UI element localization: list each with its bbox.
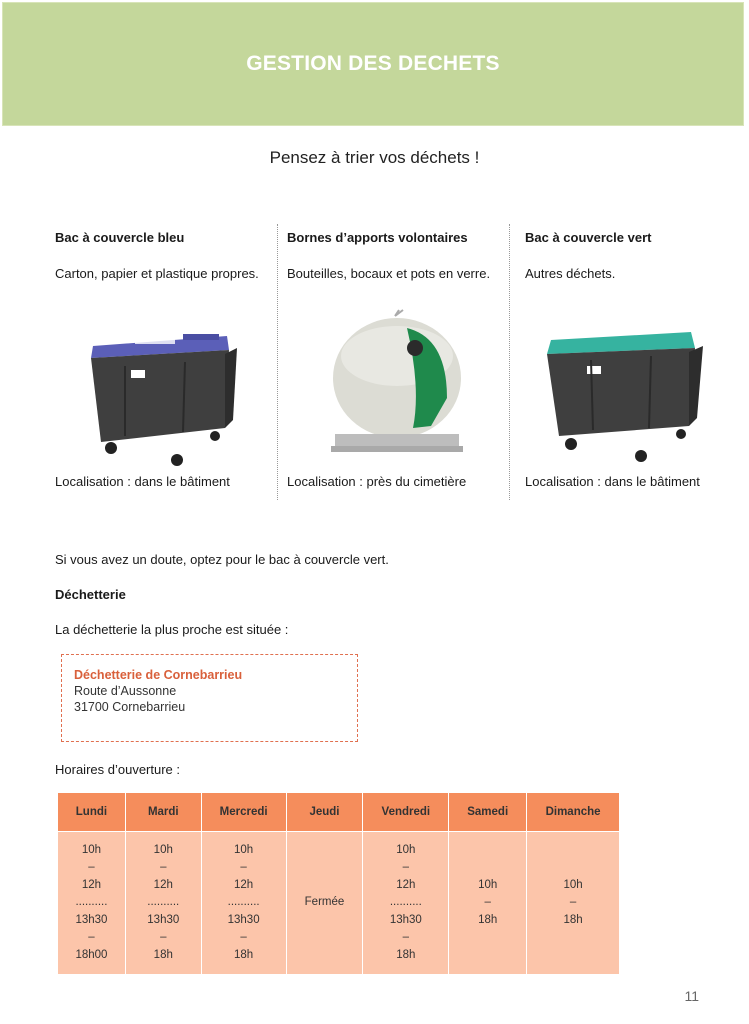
doubt-text: Si vous avez un doute, optez pour le bac à couvercle vert.	[55, 552, 389, 567]
table-header-row	[58, 793, 620, 832]
header-banner	[2, 2, 744, 126]
column-divider	[509, 224, 510, 500]
subtitle: Pensez à trier vos déchets !	[269, 148, 480, 167]
day-header: Vendredi	[363, 793, 449, 832]
address-city: 31700 Cornebarrieu	[74, 700, 186, 714]
dechetterie-intro: La déchetterie la plus proche est située :	[55, 622, 289, 637]
blue-bin-image	[65, 308, 245, 468]
bin-location: Localisation : près du cimetière	[287, 474, 467, 489]
bin-location: Localisation : dans le bâtiment	[55, 474, 230, 489]
hours-cell: 10h – 12h .......... 13h30 – 18h	[125, 832, 201, 975]
hours-cell: 10h – 12h .......... 13h30 – 18h00	[58, 832, 126, 975]
hours-cell: 10h – 12h .......... 13h30 – 18h	[363, 832, 449, 975]
bin-title: Bac à couvercle vert	[525, 230, 652, 245]
green-bin-image	[535, 308, 715, 468]
page-title: GESTION DES DECHETS	[246, 52, 500, 75]
bin-column-green	[525, 230, 735, 500]
hours-cell: 10h – 12h .......... 13h30 – 18h	[201, 832, 286, 975]
bin-location: Localisation : dans le bâtiment	[525, 474, 700, 489]
opening-hours-table	[57, 792, 620, 975]
bin-description: Autres déchets.	[525, 266, 616, 281]
day-header: Dimanche	[527, 793, 620, 832]
day-header: Lundi	[58, 793, 126, 832]
bin-column-glass	[287, 230, 517, 500]
address-street: Route d’Aussonne	[74, 684, 177, 698]
bin-description: Carton, papier et plastique propres.	[55, 266, 259, 281]
glass-dome-image	[297, 308, 477, 468]
address-name: Déchetterie de Cornebarrieu	[74, 668, 243, 682]
bin-column-blue	[55, 230, 275, 500]
hours-cell: Fermée	[286, 832, 363, 975]
address-box	[61, 654, 358, 742]
day-header: Mardi	[125, 793, 201, 832]
dechetterie-heading: Déchetterie	[55, 587, 126, 602]
bin-title: Bac à couvercle bleu	[55, 230, 185, 245]
hours-cell: 10h – 18h	[527, 832, 620, 975]
day-header: Mercredi	[201, 793, 286, 832]
page-number: 11	[684, 988, 699, 1004]
day-header: Samedi	[449, 793, 527, 832]
hours-cell: 10h – 18h	[449, 832, 527, 975]
day-header: Jeudi	[286, 793, 363, 832]
table-row	[58, 832, 620, 975]
bin-title: Bornes d’apports volontaires	[287, 230, 468, 245]
hours-label: Horaires d’ouverture :	[55, 762, 180, 777]
bin-description: Bouteilles, bocaux et pots en verre.	[287, 266, 491, 281]
column-divider	[277, 224, 278, 500]
